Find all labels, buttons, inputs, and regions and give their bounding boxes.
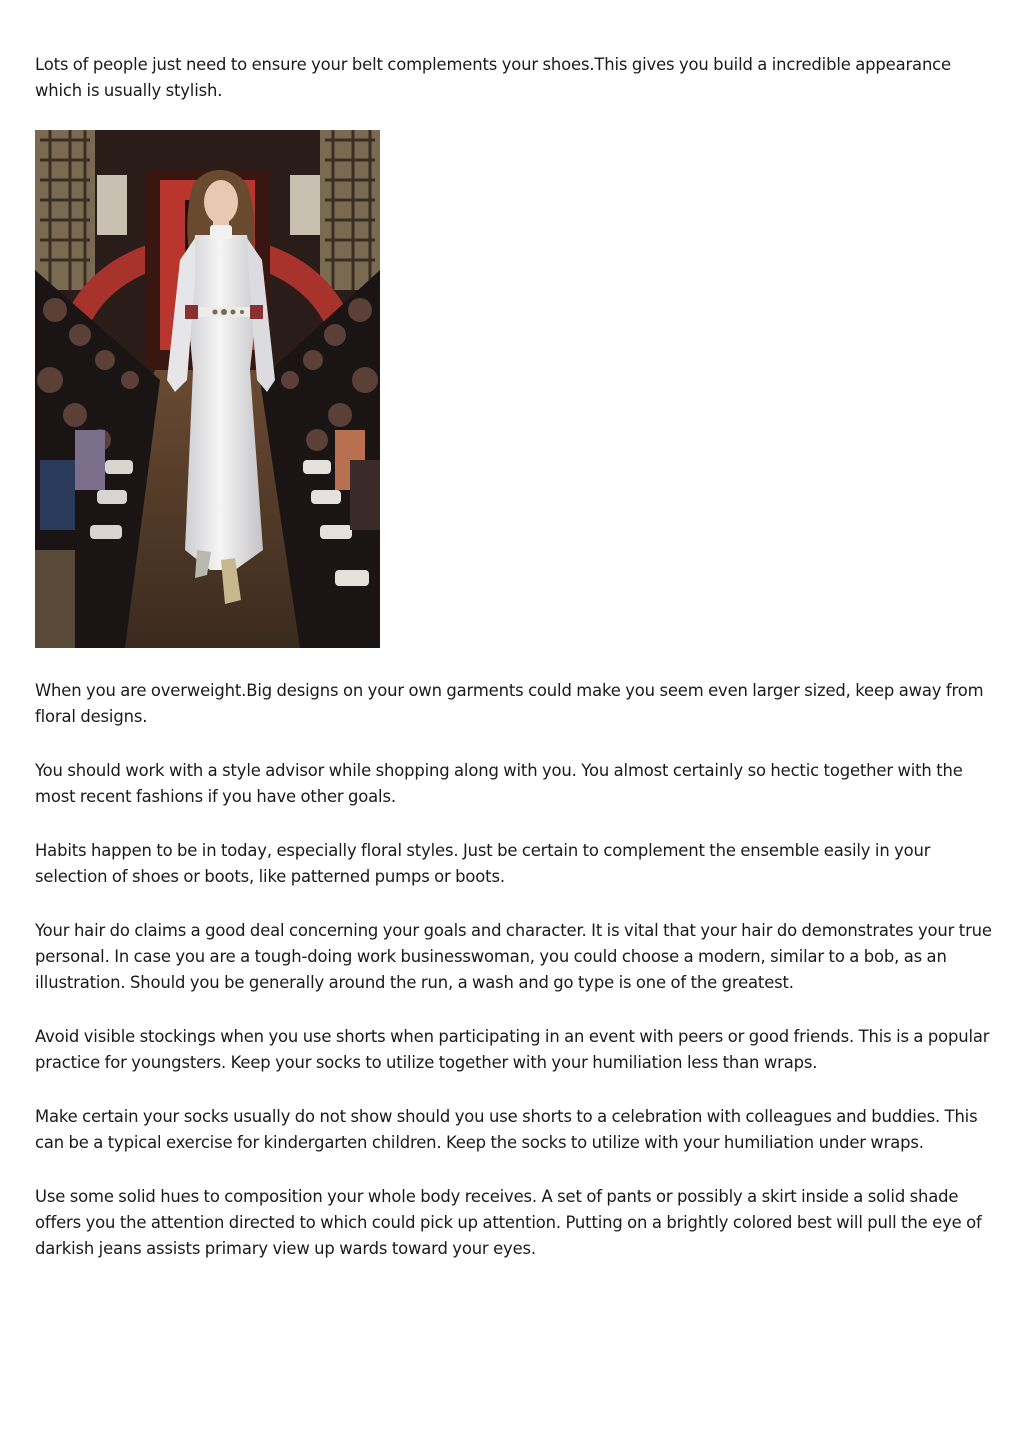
- paragraph-6: Avoid visible stockings when you use shorts when participating in an event with peers or good friends. This is a popular practice for youngsters. Keep your socks to utilize together with your humiliation less than wraps.: [35, 1027, 990, 1072]
- paragraph-7: Make certain your socks usually do not show should you use shorts to a celebration with colleagues and buddies. This can be a typical exercise for kindergarten children. Keep the socks to utilize with your humiliation under wraps.: [35, 1107, 978, 1152]
- runway-photo: [35, 130, 380, 648]
- paragraph-1: Lots of people just need to ensure your belt complements your shoes.This gives you build a incredible appearance which is usually stylish.: [35, 55, 951, 100]
- paragraph-3: You should work with a style advisor while shopping along with you. You almost certainly so hectic together with the most recent fashions if you have other goals.: [35, 761, 963, 806]
- paragraph-2: When you are overweight.Big designs on your own garments could make you seem even larger sized, keep away from floral designs.: [35, 681, 984, 726]
- article: [35, 52, 995, 1262]
- paragraph-8: Use some solid hues to composition your whole body receives. A set of pants or possibly a skirt inside a solid shade offers you the attention directed to which could pick up attention. Putting on a brightly colored best will pull the eye of darkish jeans assists primary view up wards toward your eyes.: [35, 1187, 982, 1258]
- paragraph-5: Your hair do claims a good deal concerning your goals and character. It is vital that your hair do demonstrates your true personal. In case you are a tough-doing work businesswoman, you could choose a modern, similar to a bob, as an illustration. Should you be generally around the run, a wash and go type is one of the greatest.: [35, 921, 992, 992]
- paragraph-4: Habits happen to be in today, especially floral styles. Just be certain to complement the ensemble easily in your selection of shoes or boots, like patterned pumps or boots.: [35, 841, 931, 886]
